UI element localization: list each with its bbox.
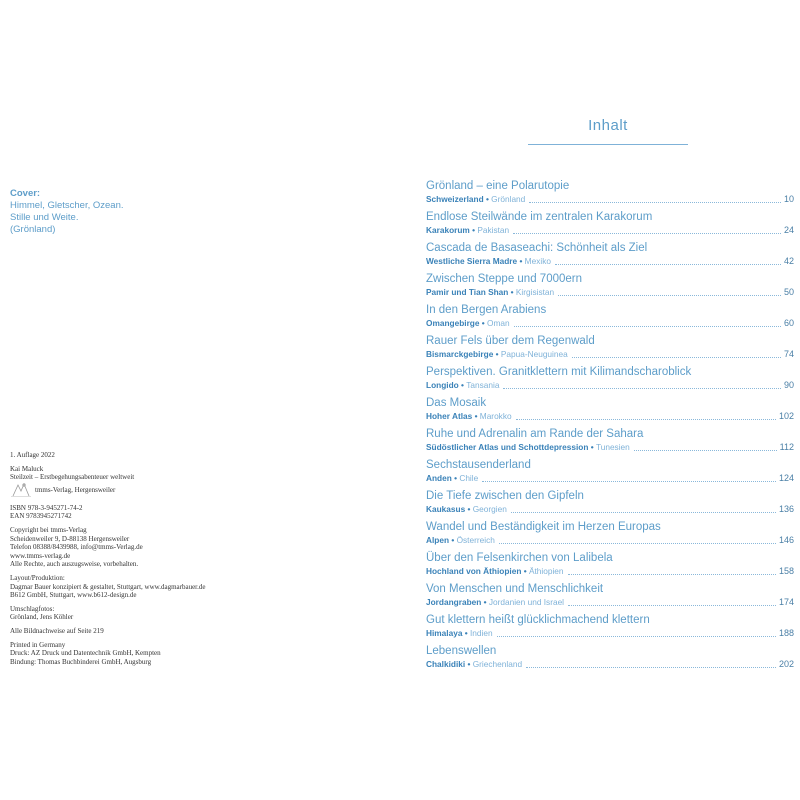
- toc-entry-country: Georgien: [472, 504, 507, 514]
- book-title: Steilzeit – Erstbegehungsabenteuer weltweit: [10, 473, 135, 482]
- toc-entry-title: Von Menschen und Menschlichkeit: [426, 583, 604, 595]
- toc-entry-subline: [426, 566, 794, 577]
- toc-entry-region: Omangebirge: [426, 318, 480, 328]
- toc-heading: Inhalt: [588, 117, 628, 134]
- heading-divider: [528, 144, 688, 145]
- dot-leader: [529, 202, 781, 203]
- toc-entry-country: Tansania: [466, 380, 500, 390]
- toc-entry-title: Rauer Fels über dem Regenwald: [426, 335, 595, 347]
- toc-entry-title: In den Bergen Arabiens: [426, 304, 547, 316]
- toc-entry: [426, 521, 794, 552]
- author: Kai Maluck: [10, 464, 44, 473]
- publisher: tmms-Verlag, Hergensweiler: [35, 485, 116, 494]
- bullet-separator-icon: •: [508, 287, 516, 297]
- cover-caption-title: Cover:: [10, 188, 41, 199]
- bullet-separator-icon: •: [458, 380, 467, 390]
- toc-entry-country: Pakistan: [477, 225, 510, 235]
- dot-leader: [516, 419, 776, 420]
- publisher-contact: Telefon 08388/8439988, info@tmms-Verlag.de: [10, 543, 143, 552]
- print-credit: Druck: AZ Druck und Datentechnik GmbH, Kempten: [10, 649, 161, 658]
- toc-entry: [426, 211, 794, 242]
- toc-entry: [426, 273, 794, 304]
- toc-entry-page-number: 42: [783, 256, 794, 266]
- tmms-logo-icon: [10, 482, 32, 498]
- toc-entry-title: Perspektiven. Granitklettern mit Kilimandscharoblick: [426, 366, 692, 378]
- cover-caption-line: Stille und Weite.: [10, 212, 79, 223]
- toc-entry-page-number: 90: [783, 380, 794, 390]
- toc-entry-region: Pamir und Tian Shan: [426, 287, 509, 297]
- toc-entry-title: Sechstausenderland: [426, 459, 531, 471]
- toc-entry-country: Äthiopien: [528, 566, 564, 576]
- edition: 1. Auflage 2022: [10, 451, 55, 459]
- copyright: Copyright bei tmms-Verlag: [10, 525, 87, 534]
- toc-entry-region: Kaukasus: [426, 504, 466, 514]
- dot-leader: [511, 512, 776, 513]
- publisher-address: Scheidenweiler 9, D-88138 Hergensweiler: [10, 534, 130, 543]
- toc-entry-region: Jordangraben: [426, 597, 482, 607]
- toc-entry: [426, 180, 794, 211]
- toc-entry: [426, 645, 794, 676]
- dot-leader: [634, 450, 777, 451]
- layout-credit: Dagmar Bauer konzipiert & gestaltet, Stuttgart, www.dagmarbauer.de: [10, 582, 206, 591]
- layout-label: Layout/Produktion:: [10, 573, 65, 582]
- toc-entry-region: Westliche Sierra Madre: [426, 256, 518, 266]
- bullet-separator-icon: •: [479, 318, 487, 328]
- dot-leader: [568, 605, 776, 606]
- right-page: [400, 0, 800, 800]
- toc-entry-page-number: 24: [783, 225, 794, 235]
- toc-entry-page-number: 136: [778, 504, 794, 514]
- bullet-separator-icon: •: [493, 349, 501, 359]
- toc-entry-region: Himalaya: [426, 628, 463, 638]
- toc-entry: [426, 490, 794, 521]
- toc-entry-subline: [426, 380, 794, 391]
- toc-entry: [426, 242, 794, 273]
- toc-entry-country: Jordanien und Israel: [488, 597, 565, 607]
- bullet-separator-icon: •: [449, 535, 457, 545]
- dot-leader: [555, 264, 781, 265]
- toc-entry-country: Griechenland: [472, 659, 523, 669]
- toc-entry-region: Karakorum: [426, 225, 470, 235]
- toc-entry-title: Gut klettern heißt glücklichmachend klettern: [426, 614, 650, 626]
- toc-entry-page-number: 174: [778, 597, 794, 607]
- toc-entry-subline: [426, 318, 794, 329]
- bullet-separator-icon: •: [465, 504, 473, 514]
- toc-entry-subline: [426, 411, 794, 422]
- toc-entry: [426, 428, 794, 459]
- dot-leader: [568, 574, 776, 575]
- photos-label: Umschlagfotos:: [10, 604, 55, 613]
- publisher-website: www.tmms-verlag.de: [10, 551, 71, 560]
- dot-leader: [482, 481, 776, 482]
- toc-entry-page-number: 102: [778, 411, 794, 421]
- toc-entry-subline: [426, 628, 794, 639]
- bullet-separator-icon: •: [472, 411, 480, 421]
- toc-entry-title: Cascada de Basaseachi: Schönheit als Ziel: [426, 242, 648, 254]
- toc-entry-country: Marokko: [479, 411, 512, 421]
- dot-leader: [526, 667, 776, 668]
- toc-entry-region: Chalkidiki: [426, 659, 466, 669]
- toc-entry-subline: [426, 287, 794, 298]
- toc-entry-page-number: 74: [783, 349, 794, 359]
- toc-entry-subline: [426, 504, 794, 515]
- toc-entry-title: Über den Felsenkirchen von Lalibela: [426, 552, 613, 564]
- toc-entry-subline: [426, 442, 794, 453]
- toc-entry-title: Die Tiefe zwischen den Gipfeln: [426, 490, 584, 502]
- layout-credit: B612 GmbH, Stuttgart, www.b612-design.de: [10, 591, 137, 600]
- binding-credit: Bindung: Thomas Buchbinderei GmbH, Augsburg: [10, 657, 152, 666]
- toc-entry-region: Bismarckgebirge: [426, 349, 494, 359]
- toc-entry-country: Kirgisistan: [515, 287, 555, 297]
- bullet-separator-icon: •: [483, 194, 492, 204]
- toc-entry-region: Alpen: [426, 535, 450, 545]
- cover-caption: [10, 188, 124, 236]
- toc-entry-title: Endlose Steilwände im zentralen Karakorum: [426, 211, 653, 223]
- toc-entry-subline: [426, 225, 794, 236]
- toc-entry-country: Papua-Neuguinea: [500, 349, 568, 359]
- toc-list: [426, 180, 794, 676]
- bullet-separator-icon: •: [469, 225, 478, 235]
- bullet-separator-icon: •: [481, 597, 489, 607]
- toc-entry-region: Anden: [426, 473, 452, 483]
- dot-leader: [572, 357, 781, 358]
- toc-entry: [426, 366, 794, 397]
- photos-credit: Grönland, Jens Köhler: [10, 613, 74, 622]
- toc-entry-page-number: 202: [778, 659, 794, 669]
- cover-caption-line: Himmel, Gletscher, Ozean.: [10, 200, 124, 211]
- toc-entry-country: Indien: [469, 628, 493, 638]
- toc-entry-page-number: 188: [778, 628, 794, 638]
- toc-entry-subline: [426, 473, 794, 484]
- toc-entry-subline: [426, 659, 794, 670]
- dot-leader: [499, 543, 776, 544]
- toc-entry-country: Tunesien: [595, 442, 630, 452]
- toc-entry-page-number: 50: [783, 287, 794, 297]
- dot-leader: [497, 636, 776, 637]
- toc-entry-page-number: 158: [778, 566, 794, 576]
- toc-entry-page-number: 112: [779, 442, 794, 452]
- toc-entry-subline: [426, 256, 794, 267]
- dot-leader: [503, 388, 781, 389]
- printed-in: Printed in Germany: [10, 640, 66, 649]
- toc-entry-title: Grönland – eine Polarutopie: [426, 180, 570, 192]
- bullet-separator-icon: •: [462, 628, 470, 638]
- toc-entry: [426, 552, 794, 583]
- toc-entry: [426, 459, 794, 490]
- toc-entry: [426, 583, 794, 614]
- ean: EAN 9783945271742: [10, 512, 72, 521]
- toc-entry: [426, 304, 794, 335]
- toc-entry-page-number: 10: [783, 194, 794, 204]
- dot-leader: [558, 295, 781, 296]
- bullet-separator-icon: •: [465, 659, 473, 669]
- rights-notice: Alle Rechte, auch auszugsweise, vorbehalten.: [10, 560, 139, 569]
- toc-entry-region: Schweizerland: [426, 194, 484, 204]
- toc-entry-title: Das Mosaik: [426, 397, 487, 409]
- toc-entry-region: Südöstlicher Atlas und Schottdepression: [426, 442, 589, 452]
- toc-entry-subline: [426, 597, 794, 608]
- toc-entry-subline: [426, 194, 794, 205]
- bullet-separator-icon: •: [517, 256, 525, 266]
- dot-leader: [514, 326, 781, 327]
- bullet-separator-icon: •: [451, 473, 460, 483]
- toc-entry-region: Hoher Atlas: [426, 411, 473, 421]
- image-credits: Alle Bildnachweise auf Seite 219: [10, 626, 104, 635]
- toc-entry-subline: [426, 535, 794, 546]
- toc-entry: [426, 397, 794, 428]
- toc-entry-title: Lebenswellen: [426, 645, 497, 657]
- toc-entry-subline: [426, 349, 794, 360]
- toc-entry: [426, 614, 794, 645]
- toc-entry-title: Ruhe und Adrenalin am Rande der Sahara: [426, 428, 644, 440]
- toc-entry-country: Oman: [487, 318, 510, 328]
- toc-entry: [426, 335, 794, 366]
- toc-entry-country: Mexiko: [524, 256, 551, 266]
- toc-entry-title: Zwischen Steppe und 7000ern: [426, 273, 582, 285]
- toc-entry-country: Chile: [459, 473, 479, 483]
- toc-entry-region: Hochland von Äthiopien: [426, 566, 522, 576]
- dot-leader: [513, 233, 781, 234]
- imprint: [10, 451, 310, 666]
- toc-entry-page-number: 124: [778, 473, 794, 483]
- publisher-row: [10, 482, 310, 499]
- toc-entry-page-number: 146: [778, 535, 794, 545]
- toc-entry-title: Wandel und Beständigkeit im Herzen Europas: [426, 521, 661, 533]
- toc-entry-region: Longido: [426, 380, 459, 390]
- isbn: ISBN 978-3-945271-74-2: [10, 503, 83, 512]
- toc-entry-country: Grönland: [491, 194, 526, 204]
- bullet-separator-icon: •: [521, 566, 529, 576]
- toc-entry-country: Österreich: [456, 535, 495, 545]
- cover-caption-line: (Grönland): [10, 224, 56, 235]
- toc-entry-page-number: 60: [783, 318, 794, 328]
- bullet-separator-icon: •: [588, 442, 596, 452]
